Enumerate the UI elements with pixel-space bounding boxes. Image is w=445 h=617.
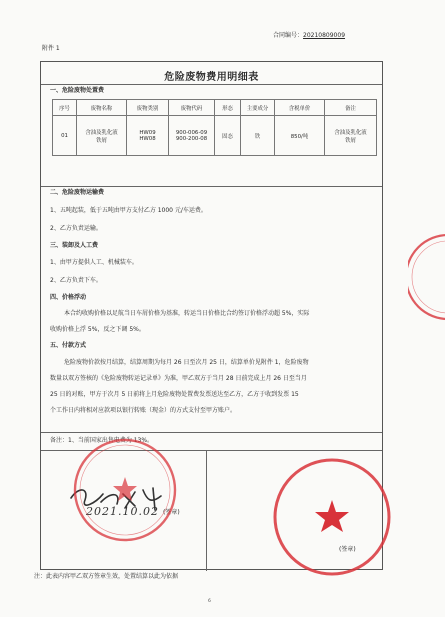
company-seal-left (70, 435, 180, 545)
paging-seal-edge (408, 232, 445, 322)
cell-price: 850/吨 (275, 116, 325, 156)
section-transport-fee: 二、危险废物运输费 (50, 189, 105, 196)
transport-line-1: 1、五吨起装，低于五吨由甲方支付乙方 1000 元/车运费。 (50, 207, 207, 214)
cell-remark-line2: 铁屑 (345, 137, 356, 144)
cell-code (169, 116, 215, 156)
contract-number (273, 32, 345, 40)
cell-component: 铁 (241, 116, 275, 156)
waste-table (52, 99, 377, 156)
attachment-label: 附件 1 (42, 45, 60, 52)
handling-line-2: 2、乙方负责下车。 (50, 277, 102, 284)
payment-line-3: 25 日的对账，甲方于次月 5 日前将上月危险废物处置费发票送达至乙方，乙方于收到发票 15 (50, 391, 299, 398)
company-seal-right (270, 455, 395, 580)
seal-left-graphic (70, 435, 180, 545)
seal-right-graphic (270, 455, 395, 580)
header-cell: 废物类别 (127, 100, 169, 116)
cell-code-line2: 900-200-08 (175, 135, 208, 142)
signature-date: 2021.10.02 (86, 505, 159, 518)
footnote: 注：此表内容甲乙双方签章生效，处置结算以此为依据 (34, 573, 179, 580)
table-row (53, 116, 377, 156)
payment-line-2: 数量以双方签核的《危险废物转运记录单》为准，甲乙双方于当月 28 日前完成上月 26 日至当月 (50, 375, 307, 382)
seal-label-right: (签章) (339, 546, 356, 553)
transport-line-2: 2、乙方负责运输。 (50, 225, 102, 232)
header-cell: 备注 (325, 100, 377, 116)
page-title: 危险废物费用明细表 (164, 72, 259, 83)
cell-remark-line1: 含油及乳化液 (334, 129, 367, 136)
remark-line: 备注：1、当前国家出售电费为 13%。 (50, 437, 154, 444)
handling-line-1: 1、由甲方提供人工、机械装车。 (50, 259, 138, 266)
header-cell: 含税单价 (275, 100, 325, 116)
header-cell: 主要成分 (241, 100, 275, 116)
cell-name-line1: 含油及乳化液 (85, 129, 118, 136)
cell-name-line2: 铁屑 (96, 137, 107, 144)
paging-seal-graphic (408, 232, 445, 322)
cell-category-line1: HW09 (139, 129, 156, 136)
cell-code-line1: 900-006-09 (175, 129, 208, 136)
section-disposal-fee: 一、危险废物处置费 (50, 87, 105, 94)
cell-no: 01 (53, 116, 77, 156)
cell-remark (325, 116, 377, 156)
header-cell: 废物代码 (169, 100, 215, 116)
contract-number-value: 20210809009 (303, 32, 346, 39)
section-price-float: 四、价格浮动 (50, 294, 87, 301)
section-handling-fee: 三、装卸及人工费 (50, 242, 99, 249)
seal-label-left: (签章) (163, 509, 180, 516)
payment-line-4: 个工作日内将相对应款项以银行转账（现金）的方式支付至甲方账户。 (50, 407, 237, 414)
header-cell: 废物名称 (77, 100, 127, 116)
float-line-1: 本合约收购价格以足航当日车屑价格为基准，转运当日价格比合约签订价格浮动超 5%，实际 (64, 310, 310, 317)
section-payment: 五、付款方式 (50, 342, 87, 349)
cell-form: 固态 (215, 116, 241, 156)
header-cell: 形态 (215, 100, 241, 116)
cell-category-line2: HW08 (139, 135, 156, 142)
table-header-row (53, 100, 377, 116)
float-line-2: 收购价格上浮 5%，反之下调 5%。 (50, 326, 145, 333)
cell-name (77, 116, 127, 156)
cell-category (127, 116, 169, 156)
payment-line-1: 危险废物价款按月结算，结算周期为每月 26 日至次月 25 日，结算单价见附件 1，危险废物 (64, 359, 309, 366)
header-cell: 序号 (53, 100, 77, 116)
contract-number-label: 合同编号： (273, 32, 304, 39)
page-number: 6 (208, 599, 211, 604)
